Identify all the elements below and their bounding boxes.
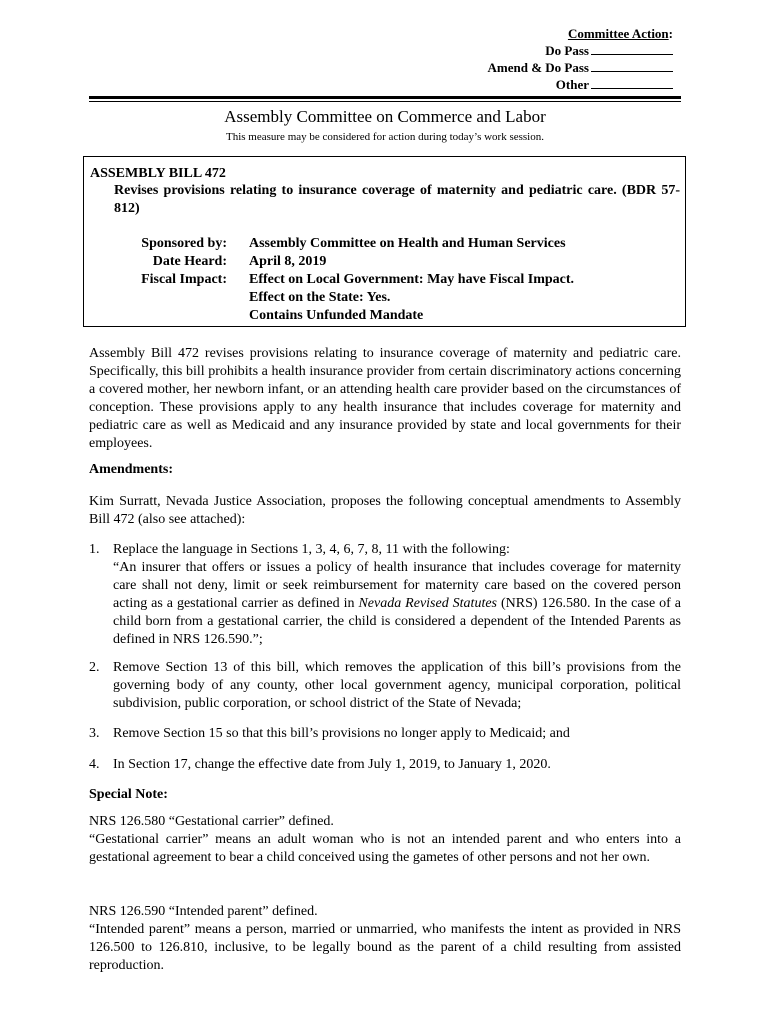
committee-action-colon: : (668, 26, 673, 41)
amendment-quote-italic: Nevada Revised Statutes (358, 596, 497, 611)
special-note-text: “Gestational carrier” means an adult woman who is not an intended parent and who enters into a gestational agreement to bear a child conceived using the gametes of other persons and not her own. (89, 832, 681, 865)
special-note (89, 903, 681, 975)
bill-id: ASSEMBLY BILL 472 (90, 166, 226, 181)
bill-summary-paragraph: Assembly Bill 472 revises provisions relating to insurance coverage of maternity and pediatric care. Specifically, this bill prohibits a health insurance provider from certain discriminatory actions concerning a covered mother, her newborn infant, or an attending health care provider based on the circumstances of conception. These provisions apply to any health insurance that includes coverage for maternity and pediatric care as well as Medicaid and any insurance provided by state and local governments for their employees. (89, 346, 681, 451)
special-note-heading: Special Note: (89, 787, 168, 802)
fiscal-impact-label: Fiscal Impact: (141, 272, 227, 287)
amendment-item (89, 725, 681, 743)
amendment-number: 4. (89, 757, 100, 772)
action-do-pass: Do Pass (488, 42, 673, 59)
header-divider-thin (89, 101, 681, 102)
fiscal-impact-local: Effect on Local Government: May have Fiscal Impact. (249, 272, 575, 287)
amendment-quote-before: “An insurer that offers or issues a policy of health insurance that includes coverage for maternity care shall not deny, limit or seek reimbursement for maternity care based on the covered person acting as a gestational carrier as defined in (113, 560, 681, 611)
bill-description: Revises provisions relating to insurance coverage of maternity and pediatric care. (BDR 57-812) (114, 183, 680, 216)
amendment-text: Remove Section 15 so that this bill’s provisions no longer apply to Medicaid; and (113, 726, 570, 741)
date-heard-label: Date Heard: (152, 254, 227, 269)
amendment-quote-after: (NRS) 126.580. In the case of a child born from a gestational carrier, the child is considered a dependent of the Intended Parents as defined in NRS 126.590.”; (113, 596, 681, 647)
amendment-text: Remove Section 13 of this bill, which removes the application of this bill’s provisions from the governing body of any county, other local government agency, municipal corporation, political subdivision, public corporation, or school district of the State of Nevada; (113, 660, 681, 711)
action-other: Other (488, 76, 673, 93)
sponsored-by-label: Sponsored by: (141, 236, 227, 251)
action-amend-do-pass: Amend & Do Pass (488, 59, 673, 76)
committee-action-title: Committee Action (567, 26, 669, 41)
special-note (89, 813, 681, 867)
fiscal-impact-state: Effect on the State: Yes. (249, 290, 391, 305)
amendment-lead: Replace the language in Sections 1, 3, 4, 6, 7, 8, 11 with the following: (113, 542, 510, 557)
sponsored-by-value: Assembly Committee on Health and Human Services (249, 236, 566, 251)
work-session-note: This measure may be considered for action during today’s work session. (225, 131, 544, 143)
amendment-item (89, 659, 681, 713)
bill-summary-box (83, 156, 686, 327)
amendment-number: 2. (89, 660, 100, 675)
fiscal-impact-mandate: Contains Unfunded Mandate (249, 308, 424, 323)
special-note-title: NRS 126.580 “Gestational carrier” defined. (89, 814, 334, 829)
amendment-number: 1. (89, 542, 100, 557)
amendment-number: 3. (89, 726, 100, 741)
committee-title: Assembly Committee on Commerce and Labor (224, 107, 546, 126)
special-note-text: “Intended parent” means a person, married or unmarried, who manifests the intent as provided in NRS 126.500 to 126.810, inclusive, to be legally bound as the parent of a child resulting from assisted reproduction. (89, 922, 681, 973)
amendment-item (89, 541, 681, 649)
amendments-intro: Kim Surratt, Nevada Justice Association, proposes the following conceptual amendments to Assembly Bill 472 (also see attached): (89, 494, 681, 527)
amendment-text: In Section 17, change the effective date from July 1, 2019, to January 1, 2020. (113, 757, 551, 772)
amendment-item (89, 756, 681, 774)
special-note-title: NRS 126.590 “Intended parent” defined. (89, 904, 318, 919)
committee-action-block (488, 25, 673, 93)
header-divider-thick (89, 96, 681, 99)
amendments-heading: Amendments: (89, 462, 173, 477)
date-heard-value: April 8, 2019 (249, 254, 327, 269)
